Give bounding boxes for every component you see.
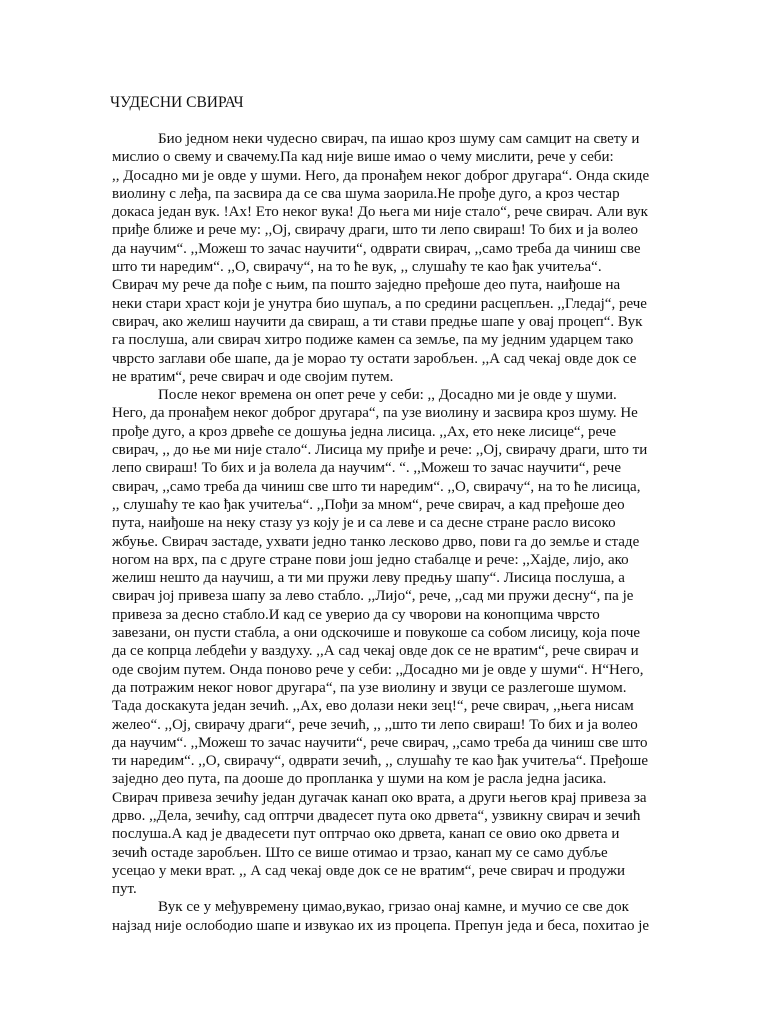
text-line: докаса један вук. !Ах! Ето неког вука! До њега ми није стало“, рече свирач. Али вук [112, 204, 648, 221]
text-line: желиш нешто да научиш, а ти ми пружи леву предњу шапу“. Лисица послуша, а [112, 570, 625, 587]
text-line: што ти наредим“. ,,О, свирачу“, на то ће вук, ,, слушаћу те као ђак учитеља“. [112, 259, 602, 276]
text-line: Него, да пронађем неког доброг другара“, па узе виолину и засвира кроз шуму. Не [112, 405, 638, 422]
text-line: Свирач му рече да пође с њим, па пошто заједно пређоше део пута, наиђоше на [112, 277, 621, 294]
text-line: желео“. ,,Ој, свирачу драги“, рече зечић, ,, ,,што ти лепо свираш! То бих и ја волео [112, 716, 638, 733]
text-line: послуша.А кад је двадесети пут оптрчао око дрвета, канап се овио око дрвета и [112, 826, 620, 843]
text-line: усецао у меки врат. ,, А сад чекај овде док се не вратим“, рече свирач и продужи [112, 862, 625, 879]
text-line: свирач јој привеза шапу за лево стабло. ,,Лијо“, рече, ,,сад ми пружи десну“, па је [112, 588, 634, 605]
text-line: чврсто заглави обе шапе, да је морао ту остати заробљен. ,,А сад чекај овде док се [112, 350, 637, 367]
text-line: ,, слушаћу те као ђак учитеља“. ,,Пођи за мном“, рече свирач, а кад пређоше део [112, 496, 625, 513]
text-line: пута, наиђоше на неку стазу уз коју је и са леве и са десне стране расло високо [112, 515, 616, 532]
text-line: После неког времена он опет рече у себи: ,, Досадно ми је овде у шуми. [158, 387, 617, 404]
text-line: га послуша, али свирач хитро подиже камен са земље, па му једним ударцем тако [112, 332, 634, 349]
text-line: оде својим путем. Онда поново рече у себи: ,,Досадно ми је овде у шуми“. Н“Него, [112, 661, 644, 678]
text-line: да се копрца лебдећи у ваздуху. ,,А сад чекај овде док се не вратим“, рече свирач и [112, 643, 639, 660]
text-line: да потражим неког новог другара“, па узе виолину и звуци се разлегоше шумом. [112, 679, 627, 696]
text-line: ти наредим“. ,,О, свирачу“, одврати зечић, ,, слушаћу те као ђак учитеља“. Пређоше [112, 753, 648, 770]
text-line: мислио о свему и свачему.Па кад није више имао о чему мислити, рече у себи: [112, 149, 614, 166]
text-line: свирач, ако желиш научити да свираш, а ти стави предње шапе у овај процеп“. Вук [112, 313, 643, 330]
text-line: Свирач привеза зечићу један дугачак канап око врата, а други његов крај привеза за [112, 789, 647, 806]
text-line: да научим“. ,,Можеш то зачас научити“, одврати свирач, ,,само треба да чиниш све [112, 240, 641, 257]
text-line: жбуње. Свирач застаде, ухвати једно танко лесково дрво, пови га до земље и стаде [112, 533, 640, 550]
text-line: дрво. ,,Дела, зечићу, сад оптрчи двадесет пута око дрвета“, узвикну свирач и зечић [112, 807, 641, 824]
text-line: неки стари храст који је унутра био шупаљ, а по средини расцепљен. ,,Гледај“, рече [112, 295, 647, 312]
text-line: пут. [112, 881, 137, 898]
text-line: приђе ближе и рече му: ,,Ој, свирачу драги, што ти лепо свираш! То бих и ја волео [112, 222, 638, 239]
text-line: не вратим“, рече свирач и оде својим путем. [112, 368, 394, 385]
text-line: Вук се у међувремену цимао,вукао, гризао онај камне, и мучио се све док [158, 899, 629, 916]
text-line: лепо свираш! То бих и ја волела да научим“. “. ,,Можеш то зачас научити“, рече [112, 460, 621, 477]
text-line: свирач, ,, до ње ми није стало“. Лисица му приђе и рече: ,,Ој, свирачу драги, што ти [112, 442, 648, 459]
text-line: ,, Досадно ми је овде у шуми. Него, да пронађем неког доброг другара“. Онда скиде [112, 167, 650, 184]
text-line: прође дуго, а кроз дрвеће се дошуња једна лисица. ,,Ах, ето неке лисице“, рече [112, 423, 617, 440]
text-line: да научим“. ,,Можеш то зачас научити“, рече свирач, ,,само треба да чиниш све што [112, 734, 648, 751]
text-line: зечић остаде заробљен. Што се више отимао и трзао, канап му се само дубље [112, 844, 608, 861]
text-line: најзад није ослободио шапе и извукао их из процепа. Препун једа и беса, похитао је [112, 917, 650, 934]
document-body [112, 130, 672, 935]
text-line: Тада доскакута један зечић. ,,Ах, ево долази неки зец!“, рече свирач, ,,њега нисам [112, 698, 634, 715]
text-line: завезани, он пусти стабла, а они одскочише и повукоше са собом лисицу, која поче [112, 625, 641, 642]
text-line: виолину с леђа, па засвира да се сва шума заорила.Не прође дуго, а кроз честар [112, 185, 620, 202]
document-title: ЧУДЕСНИ СВИРАЧ [110, 94, 244, 111]
text-line: заједно део пута, па дооше до пропланка у шуми на ком је расла једна јасика. [112, 771, 607, 788]
text-line: свирач, ,,само треба да чиниш све што ти наредим“. ,,О, свирачу“, на то ће лисица, [112, 478, 641, 495]
text-line: привеза за десно стабло.И кад се уверио да су чворови на конопцима чврсто [112, 606, 600, 623]
text-line: ногом на врх, па с друге стране пови још једно стабалце и рече: ,,Хајде, лијо, ако [112, 551, 629, 568]
text-line: Био једном неки чудесно свирач, па ишао кроз шуму сам самцит на свету и [158, 131, 640, 147]
